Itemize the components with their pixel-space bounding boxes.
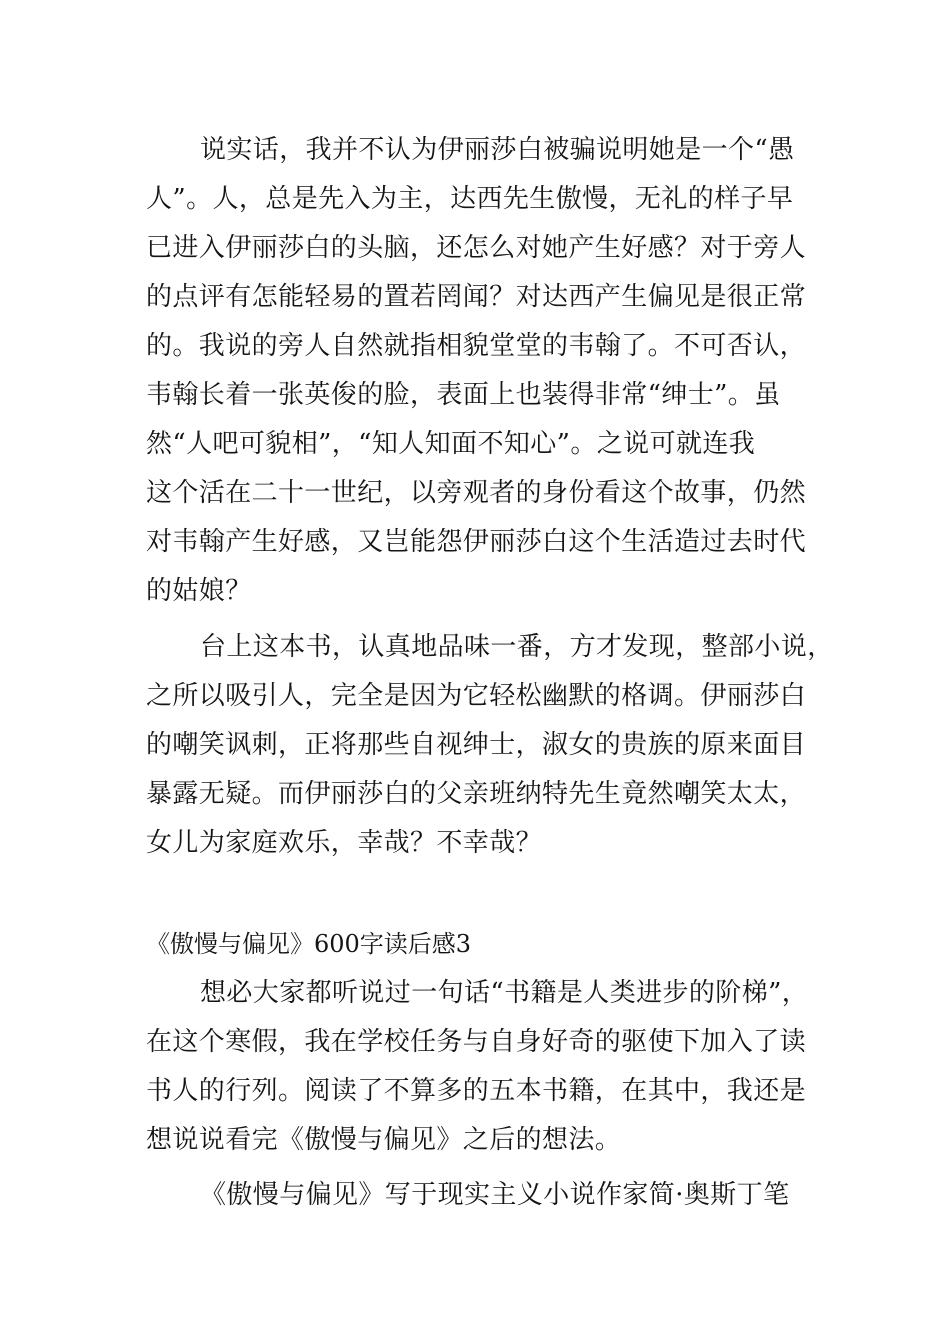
text-line: 的嘲笑讽刺，正将那些自视绅士，淑女的贵族的原来面目 [146, 730, 807, 760]
text-line: 女儿为家庭欢乐，幸哉？不幸哉？ [146, 828, 543, 858]
text-line: 之所以吸引人，完全是因为它轻松幽默的格调。伊丽莎白 [146, 681, 807, 711]
text-line: 说实话，我并不认为伊丽莎白被骗说明她是一个“愚 [200, 135, 795, 165]
text-line: 的姑娘？ [146, 576, 252, 606]
text-line: 然“人吧可貌相”，“知人知面不知心”。之说可就连我 [146, 429, 756, 459]
text-line: 这个活在二十一世纪，以旁观者的身份看这个故事，仍然 [146, 478, 807, 508]
text-line: 已进入伊丽莎白的头脑，还怎么对她产生好感？对于旁人 [146, 233, 807, 263]
text-line: 的。我说的旁人自然就指相貌堂堂的韦翰了。不可否认， [146, 331, 807, 361]
section-heading: 《傲慢与偏见》600字读后感3 [146, 930, 472, 958]
text-line: 的点评有怎能轻易的置若罔闻？对达西产生偏见是很正常 [146, 282, 807, 312]
text-line: 对韦翰产生好感，又岂能怨伊丽莎白这个生活造过去时代 [146, 527, 807, 557]
text-line: 暴露无疑。而伊丽莎白的父亲班纳特先生竟然嘲笑太太， [146, 779, 807, 809]
text-line: 想说说看完《傲慢与偏见》之后的想法。 [146, 1125, 622, 1155]
text-line: 《傲慢与偏见》写于现实主义小说作家简·奥斯丁笔 [200, 1180, 790, 1210]
text-line: 人”。人，总是先入为主，达西先生傲慢，无礼的样子早 [146, 184, 794, 214]
text-line: 韦翰长着一张英俊的脸，表面上也装得非常“绅士”。虽 [146, 380, 781, 410]
text-line: 台上这本书，认真地品味一番，方才发现，整部小说， [200, 632, 834, 662]
text-line: 书人的行列。阅读了不算多的五本书籍，在其中，我还是 [146, 1076, 807, 1106]
text-line: 在这个寒假，我在学校任务与自身好奇的驱使下加入了读 [146, 1027, 807, 1057]
text-line: 想必大家都听说过一句话“书籍是人类进步的阶梯”， [200, 978, 809, 1008]
